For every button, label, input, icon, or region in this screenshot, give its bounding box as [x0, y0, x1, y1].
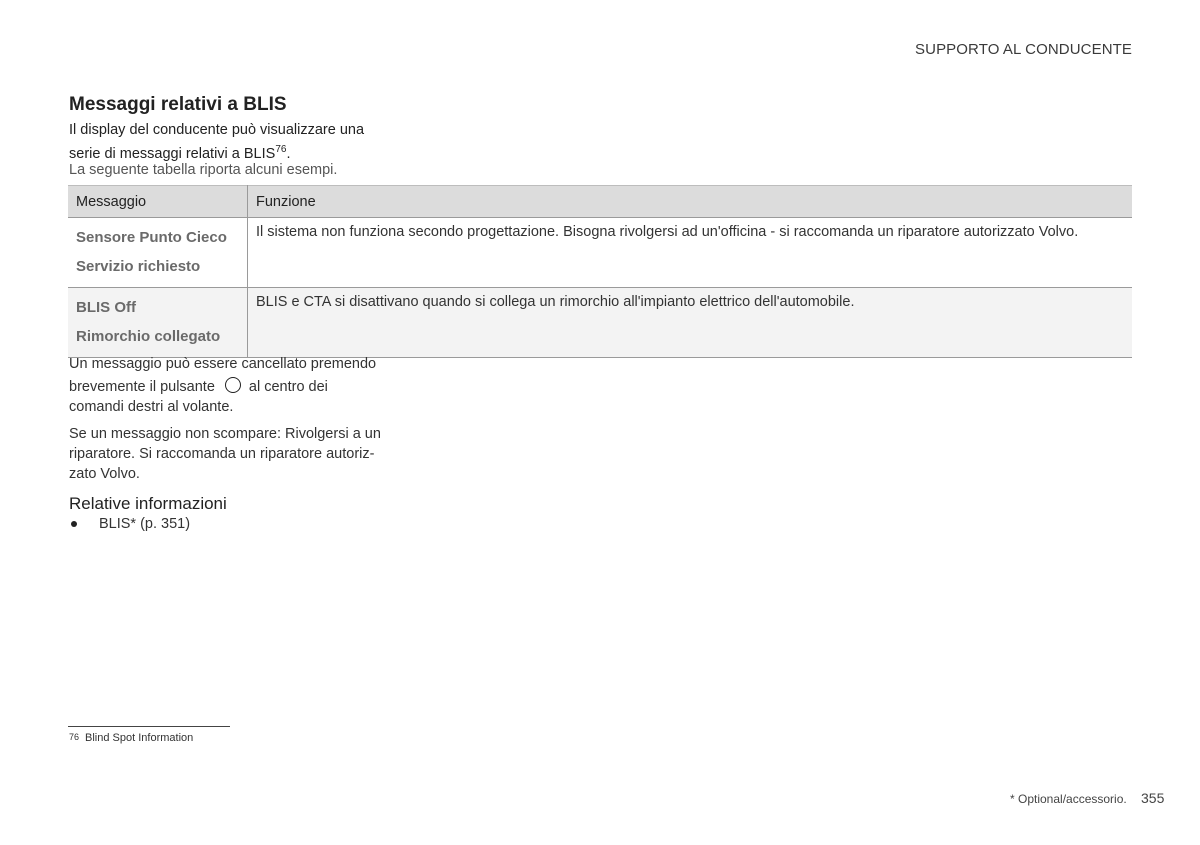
cancel-message-paragraph [69, 354, 399, 417]
para1-line-3: comandi destri al volante. [69, 399, 234, 415]
footnote-text: Blind Spot Information [85, 732, 194, 744]
table-header-row [68, 186, 1132, 218]
para2-line-3: zato Volvo. [69, 466, 140, 482]
intro-line-3: La seguente tabella riporta alcuni esempi. [69, 162, 338, 178]
related-info-list [69, 516, 190, 532]
page-title: Messaggi relativi a BLIS [69, 94, 287, 115]
related-info-title: Relative informazioni [69, 494, 227, 513]
intro-line-2 [69, 140, 409, 164]
intro-line-2-text: serie di messaggi relativi a BLIS [69, 145, 276, 162]
column-header-messaggio: Messaggio [68, 186, 248, 218]
page-number: 355 [1141, 790, 1165, 806]
column-header-funzione: Funzione [248, 186, 1133, 218]
messages-table [68, 185, 1132, 358]
function-cell: BLIS e CTA si disattivano quando si collega un rimorchio all'impianto elettrico dell'automobile. [248, 288, 1133, 358]
related-link-blis[interactable]: BLIS* (p. 351) [99, 516, 191, 532]
function-cell: Il sistema non funziona secondo progettazione. Bisogna rivolgersi ad un'officina - si raccomanda un riparatore autorizzato Volvo. [248, 218, 1133, 288]
list-item [69, 516, 190, 532]
section-header: SUPPORTO AL CONDUCENTE [915, 41, 1132, 58]
circle-button-icon [225, 377, 241, 393]
para2-line-1: Se un messaggio non scompare: Rivolgersi a un [69, 426, 381, 442]
persistent-message-paragraph [69, 424, 399, 484]
bullet-icon [71, 521, 77, 527]
message-line-2: Servizio richiesto [76, 258, 201, 275]
message-cell [68, 218, 248, 288]
intro-line-2-end: . [286, 145, 291, 162]
message-line-1: BLIS Off [76, 299, 136, 316]
footnote-ref[interactable]: 76 [275, 144, 287, 155]
message-line-1: Sensore Punto Cieco [76, 229, 227, 246]
para1-line-2b: al centro dei [248, 379, 328, 395]
footnote [69, 732, 193, 744]
footnote-divider [68, 726, 230, 727]
para1-line-2 [69, 377, 399, 397]
para1-line-2a: brevemente il pulsante [69, 379, 215, 395]
intro-line-1: Il display del conducente può visualizzare una [69, 122, 365, 138]
intro-text [69, 120, 409, 164]
message-cell [68, 288, 248, 358]
para2-line-2: riparatore. Si raccomanda un riparatore autoriz- [69, 446, 375, 462]
optional-accessory-note: * Optional/accessorio. [1010, 792, 1127, 806]
table-row [68, 288, 1132, 358]
para1-line-1: Un messaggio può essere cancellato premendo [69, 356, 377, 372]
message-line-2: Rimorchio collegato [76, 328, 221, 345]
footnote-number: 76 [69, 732, 80, 742]
table-row [68, 218, 1132, 288]
